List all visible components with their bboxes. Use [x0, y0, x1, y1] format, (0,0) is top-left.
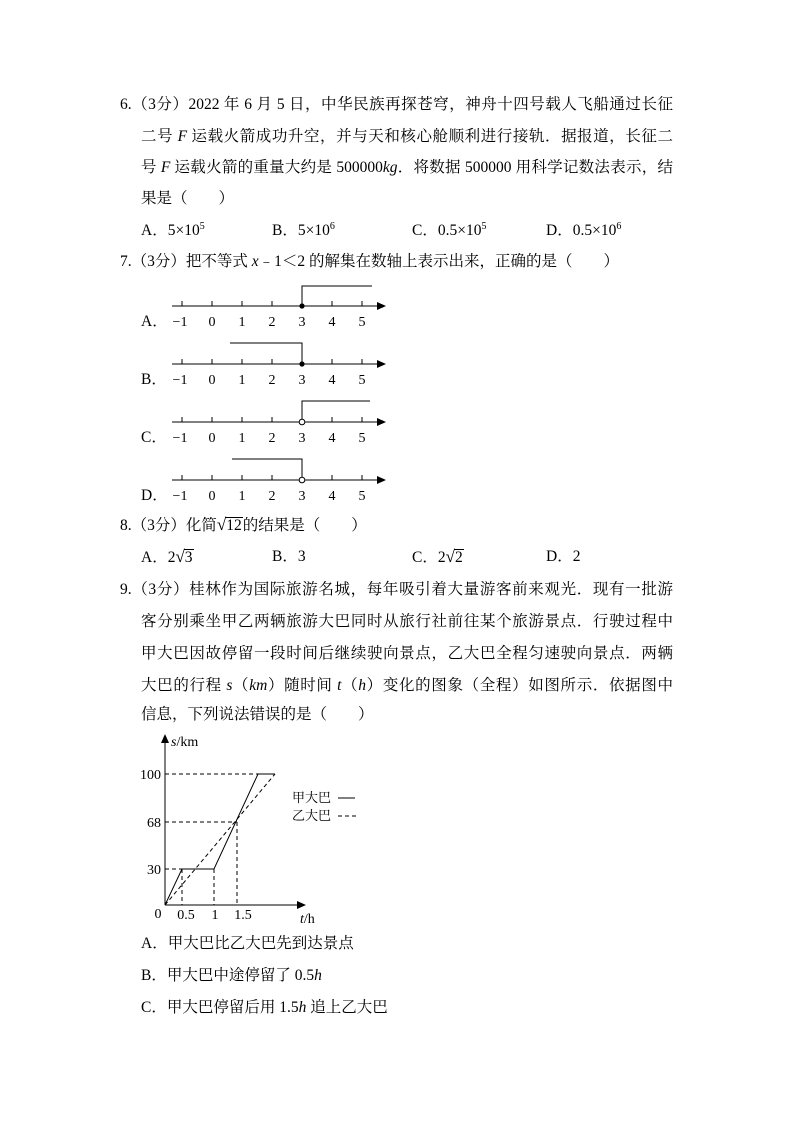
q6-text: 2022 年 6 月 5 日，中华民族再探苍穹，神舟十四号载人飞船通过长征	[188, 96, 673, 113]
option-label: B．	[141, 967, 167, 984]
option-label: A．	[141, 549, 168, 566]
q6-text: 果是（ ）	[141, 190, 235, 207]
tick-label: 3	[298, 373, 306, 388]
tick-label: 4	[328, 315, 336, 330]
q7-number: 7.	[120, 253, 132, 270]
solid-endpoint	[299, 361, 304, 366]
radicand: 2	[454, 549, 463, 566]
tick-label: 5	[358, 373, 366, 388]
x-axis-variable: t	[300, 912, 304, 927]
q6-option-a	[141, 220, 205, 242]
q6-text: 二号	[141, 128, 178, 145]
q9-option-a	[141, 933, 354, 955]
option-unit: h	[298, 999, 307, 1016]
tick-label: −1	[172, 489, 188, 504]
solution-ray	[302, 401, 370, 419]
x-tick-label: 1	[211, 908, 219, 923]
q9-text: 大巴的行程	[141, 677, 227, 694]
tick-label: 0	[208, 373, 216, 388]
q6-text: 运载火箭成功升空，并与天和核心舱顺利进行接轨．据报道，长征二	[187, 128, 673, 145]
q8-option-b	[272, 546, 306, 568]
y-axis-unit: /km	[176, 735, 199, 750]
q9-unit: km	[249, 677, 268, 694]
tick-label: 0	[208, 431, 216, 446]
option-label: C．	[141, 429, 167, 446]
q9-text: ）随时间	[267, 677, 338, 694]
q8-score: （3分）	[131, 517, 186, 534]
q6-line-2	[141, 126, 673, 148]
number-line-b	[141, 343, 386, 388]
q9-line-1	[120, 579, 673, 601]
option-label: C．	[141, 999, 167, 1016]
option-unit: h	[314, 967, 322, 984]
axis-arrow	[377, 418, 386, 426]
origin-label: 0	[154, 907, 162, 922]
q9-distance-time-graph	[130, 728, 370, 928]
tick-label: 2	[268, 489, 276, 504]
q6-text: 号	[141, 159, 161, 176]
q9-text: 桂林作为国际旅游名城，每年吸引着大量游客前来观光．现有一批游	[189, 581, 673, 598]
q8-option-a	[141, 546, 194, 568]
radical-sign-icon: √	[175, 547, 185, 566]
q9-text: 客分别乘坐甲乙两辆旅游大巴同时从旅行社前往某个旅游景点．行驶过程中	[141, 613, 673, 630]
option-coefficient: 2	[437, 549, 446, 566]
tick-label: 5	[358, 431, 366, 446]
option-exponent: 6	[329, 221, 335, 232]
tick-label: 1	[238, 489, 246, 504]
x-axis-unit: /h	[303, 912, 315, 927]
option-exponent: 5	[481, 221, 487, 232]
option-value: 0.5×10	[437, 222, 482, 239]
q8-text: 的结果是（ ）	[242, 517, 367, 534]
q7-variable: x	[251, 253, 259, 270]
open-endpoint	[299, 419, 305, 425]
tick-label: −1	[172, 373, 188, 388]
option-value: 5×10	[297, 222, 330, 239]
option-text: 甲大巴停留后用 1.5	[166, 999, 299, 1016]
legend-label-yi: 乙大巴	[292, 808, 332, 823]
q9-variable: s	[226, 677, 233, 694]
number-line-a	[141, 286, 386, 330]
tick-label: −1	[172, 431, 188, 446]
q7-number-lines	[130, 270, 400, 510]
q9-line-4	[141, 675, 673, 697]
option-exponent: 5	[199, 221, 205, 232]
q6-line-1	[120, 94, 673, 116]
q6-line-3	[141, 157, 673, 179]
y-axis-label	[171, 735, 198, 750]
q9-line-5	[141, 704, 673, 726]
y-tick-label: 68	[147, 816, 161, 831]
option-label: C．	[412, 549, 438, 566]
tick-label: 0	[208, 489, 216, 504]
x-tick-label: 0.5	[177, 908, 195, 923]
tick-label: 0	[208, 315, 216, 330]
radicand: 3	[184, 549, 193, 566]
q6-text: ．将数据 500000 用科学记数法表示，结	[397, 159, 673, 176]
solution-ray	[230, 343, 302, 364]
q9-unit: h	[358, 677, 366, 694]
radical-sign-icon: √	[445, 547, 455, 566]
option-label: A．	[141, 935, 168, 952]
option-label: C．	[412, 222, 438, 239]
x-axis-label	[300, 912, 315, 927]
option-value: 3	[297, 548, 306, 565]
open-endpoint	[299, 477, 305, 483]
square-root	[446, 546, 464, 569]
q9-text: 甲大巴因故停留一段时间后继续驶向景点，乙大巴全程匀速驶向景点．两辆	[141, 645, 673, 662]
square-root	[175, 546, 193, 569]
tick-label: 4	[328, 431, 336, 446]
solution-ray	[232, 459, 302, 477]
q6-text: 运载火箭的重量大约是 500000	[170, 159, 383, 176]
q8-text: 化简	[185, 517, 217, 534]
q9-variable: t	[337, 677, 342, 694]
q8-number: 8.	[120, 517, 132, 534]
option-value: 0.5×10	[572, 222, 617, 239]
option-label: D．	[546, 222, 573, 239]
option-label: B．	[141, 371, 167, 388]
q7-text: 把不等式	[185, 253, 252, 270]
y-axis-arrow	[161, 734, 169, 743]
radicand: 12	[226, 517, 242, 534]
q8-option-d	[546, 546, 580, 568]
option-text: 甲大巴中途停留了 0.5	[166, 967, 315, 984]
tick-label: 5	[358, 315, 366, 330]
option-value: 2	[572, 548, 581, 565]
number-line-c	[141, 401, 386, 446]
tick-label: 1	[238, 373, 246, 388]
q9-option-b	[141, 965, 322, 987]
q6-variable: F	[177, 128, 188, 145]
x-tick-label: 1.5	[234, 908, 252, 923]
option-text: 甲大巴比乙大巴先到达景点	[167, 935, 354, 952]
y-tick-label: 30	[147, 863, 161, 878]
q6-option-b	[272, 220, 335, 242]
option-label: D．	[546, 548, 573, 565]
tick-label: 2	[268, 315, 276, 330]
q6-score: （3分）	[131, 96, 189, 113]
tick-label: 2	[268, 431, 276, 446]
axis-arrow	[377, 476, 386, 484]
q9-option-c	[141, 997, 388, 1019]
q6-number: 6.	[120, 96, 132, 113]
q9-number: 9.	[120, 581, 132, 598]
q6-option-d	[546, 220, 621, 242]
option-label: B．	[272, 548, 298, 565]
tick-label: 5	[358, 489, 366, 504]
axis-arrow	[377, 360, 386, 368]
q9-text: （	[341, 677, 359, 694]
y-axis-variable: s	[171, 735, 177, 750]
q6-line-4	[141, 188, 673, 210]
tick-label: −1	[172, 315, 188, 330]
y-tick-label: 100	[140, 768, 161, 783]
option-label: A．	[141, 222, 168, 239]
q8-line-1	[120, 514, 673, 536]
option-label: A．	[141, 313, 168, 330]
q6-option-c	[412, 220, 486, 242]
option-exponent: 6	[616, 221, 622, 232]
tick-label: 3	[298, 431, 306, 446]
tick-label: 2	[268, 373, 276, 388]
solid-endpoint	[299, 303, 304, 308]
tick-label: 3	[298, 315, 306, 330]
q9-score: （3分）	[131, 581, 190, 598]
square-root	[217, 514, 243, 537]
q9-text: （	[232, 677, 250, 694]
axis-arrow	[377, 302, 386, 310]
tick-label: 4	[328, 489, 336, 504]
q7-text: ﹣1＜2 的解集在数轴上表示出来，正确的是（ ）	[258, 253, 620, 270]
tick-label: 1	[238, 431, 246, 446]
q9-text: ）变化的图象（全程）如图所示．依据图中	[366, 677, 673, 694]
option-coefficient: 2	[167, 549, 176, 566]
option-label: D．	[141, 487, 168, 504]
q9-line-2	[141, 611, 673, 633]
q7-score: （3分）	[131, 253, 186, 270]
x-axis-arrow	[297, 901, 306, 909]
radical-sign-icon: √	[216, 515, 227, 534]
q9-text: 信息，下列说法错误的是（ ）	[141, 706, 374, 723]
legend-label-jia: 甲大巴	[292, 790, 332, 805]
option-value: 5×10	[167, 222, 200, 239]
tick-label: 1	[238, 315, 246, 330]
q9-line-3	[141, 643, 673, 665]
q8-option-c	[412, 546, 464, 568]
q6-unit: kg	[382, 159, 398, 176]
q6-variable: F	[160, 159, 171, 176]
tick-label: 3	[298, 489, 306, 504]
tick-label: 4	[328, 373, 336, 388]
option-text: 追上乙大巴	[306, 999, 388, 1016]
number-line-d	[141, 459, 386, 504]
option-label: B．	[272, 222, 298, 239]
